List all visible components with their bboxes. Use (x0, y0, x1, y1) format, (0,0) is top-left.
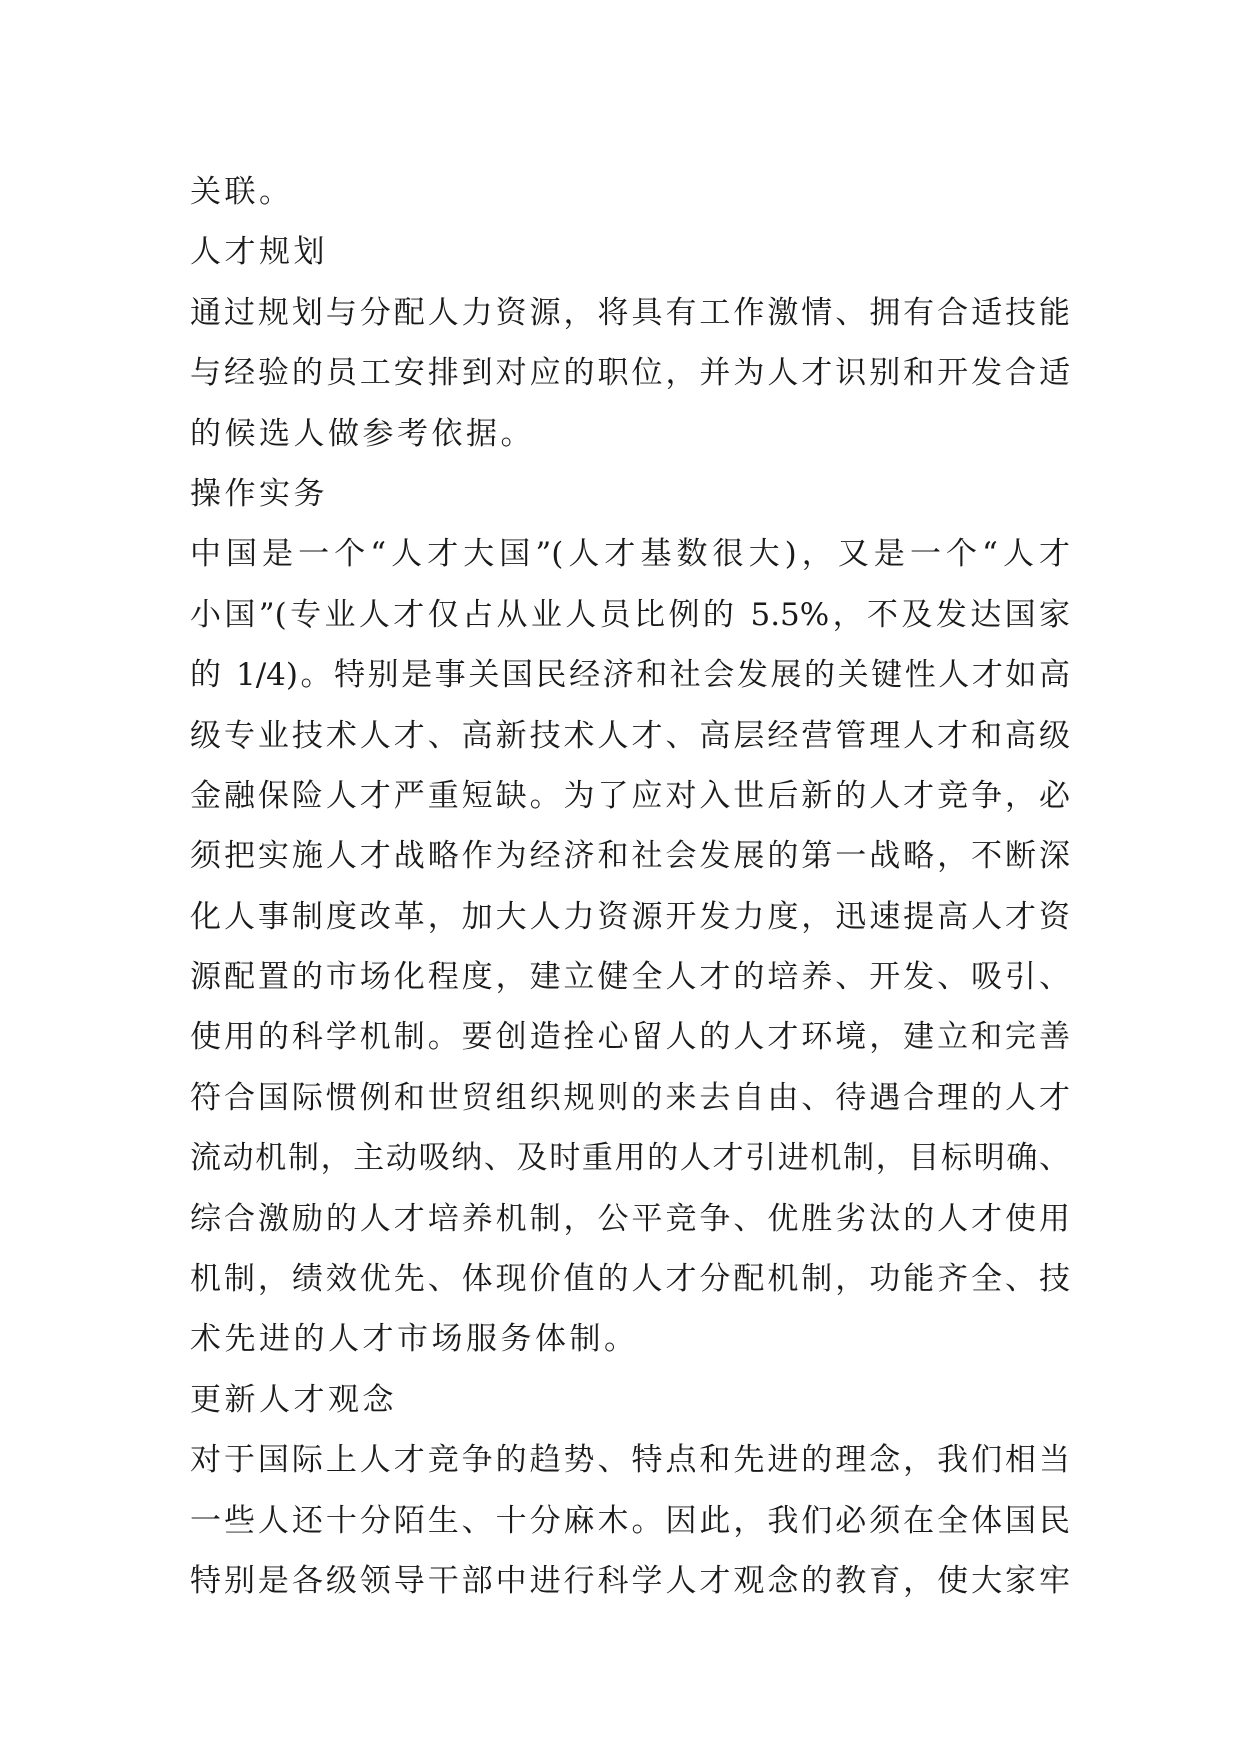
section-heading: 更新人才观念 (190, 1381, 397, 1418)
paragraph-line: 一些人还十分陌生、十分麻木。因此，我们必须在全体国民 (190, 1502, 1070, 1539)
paragraph-line: 机制，绩效优先、体现价值的人才分配机制，功能齐全、技 (190, 1261, 1070, 1298)
paragraph-line: 中国是一个“人才大国”(人才基数很大)，又是一个“人才 (190, 536, 1070, 573)
paragraph-line: 符合国际惯例和世贸组织规则的来去自由、待遇合理的人才 (190, 1079, 1070, 1116)
section-heading: 人才规划 (190, 234, 328, 271)
section-heading: 操作实务 (190, 475, 328, 512)
document-body (190, 162, 1070, 1611)
paragraph-line: 术先进的人才市场服务体制。 (190, 1321, 639, 1358)
paragraph-line: 流动机制，主动吸纳、及时重用的人才引进机制，目标明确、 (190, 1140, 1070, 1177)
paragraph-line: 级专业技术人才、高新技术人才、高层经营管理人才和高级 (190, 717, 1070, 754)
paragraph-line: 金融保险人才严重短缺。为了应对入世后新的人才竞争，必 (190, 777, 1070, 814)
paragraph-line: 源配置的市场化程度，建立健全人才的培养、开发、吸引、 (190, 959, 1070, 996)
paragraph-line: 的候选人做参考依据。 (190, 415, 535, 452)
paragraph-line: 使用的科学机制。要创造拴心留人的人才环境，建立和完善 (190, 1019, 1070, 1056)
paragraph-line: 对于国际上人才竞争的趋势、特点和先进的理念，我们相当 (190, 1442, 1070, 1479)
paragraph-line: 综合激励的人才培养机制，公平竞争、优胜劣汰的人才使用 (190, 1200, 1070, 1237)
paragraph-line: 与经验的员工安排到对应的职位，并为人才识别和开发合适 (190, 355, 1070, 392)
paragraph-line: 小国”(专业人才仅占从业人员比例的 5.5%，不及发达国家 (190, 596, 1070, 633)
paragraph-line: 通过规划与分配人力资源，将具有工作激情、拥有合适技能 (190, 294, 1070, 331)
paragraph-line: 须把实施人才战略作为经济和社会发展的第一战略，不断深 (190, 838, 1070, 875)
paragraph-line: 关联。 (190, 174, 294, 210)
paragraph-line: 特别是各级领导干部中进行科学人才观念的教育，使大家牢 (190, 1562, 1070, 1599)
paragraph-line: 的 1/4)。特别是事关国民经济和社会发展的关键性人才如高 (190, 657, 1070, 694)
paragraph-line: 化人事制度改革，加大人力资源开发力度，迅速提高人才资 (190, 898, 1070, 935)
